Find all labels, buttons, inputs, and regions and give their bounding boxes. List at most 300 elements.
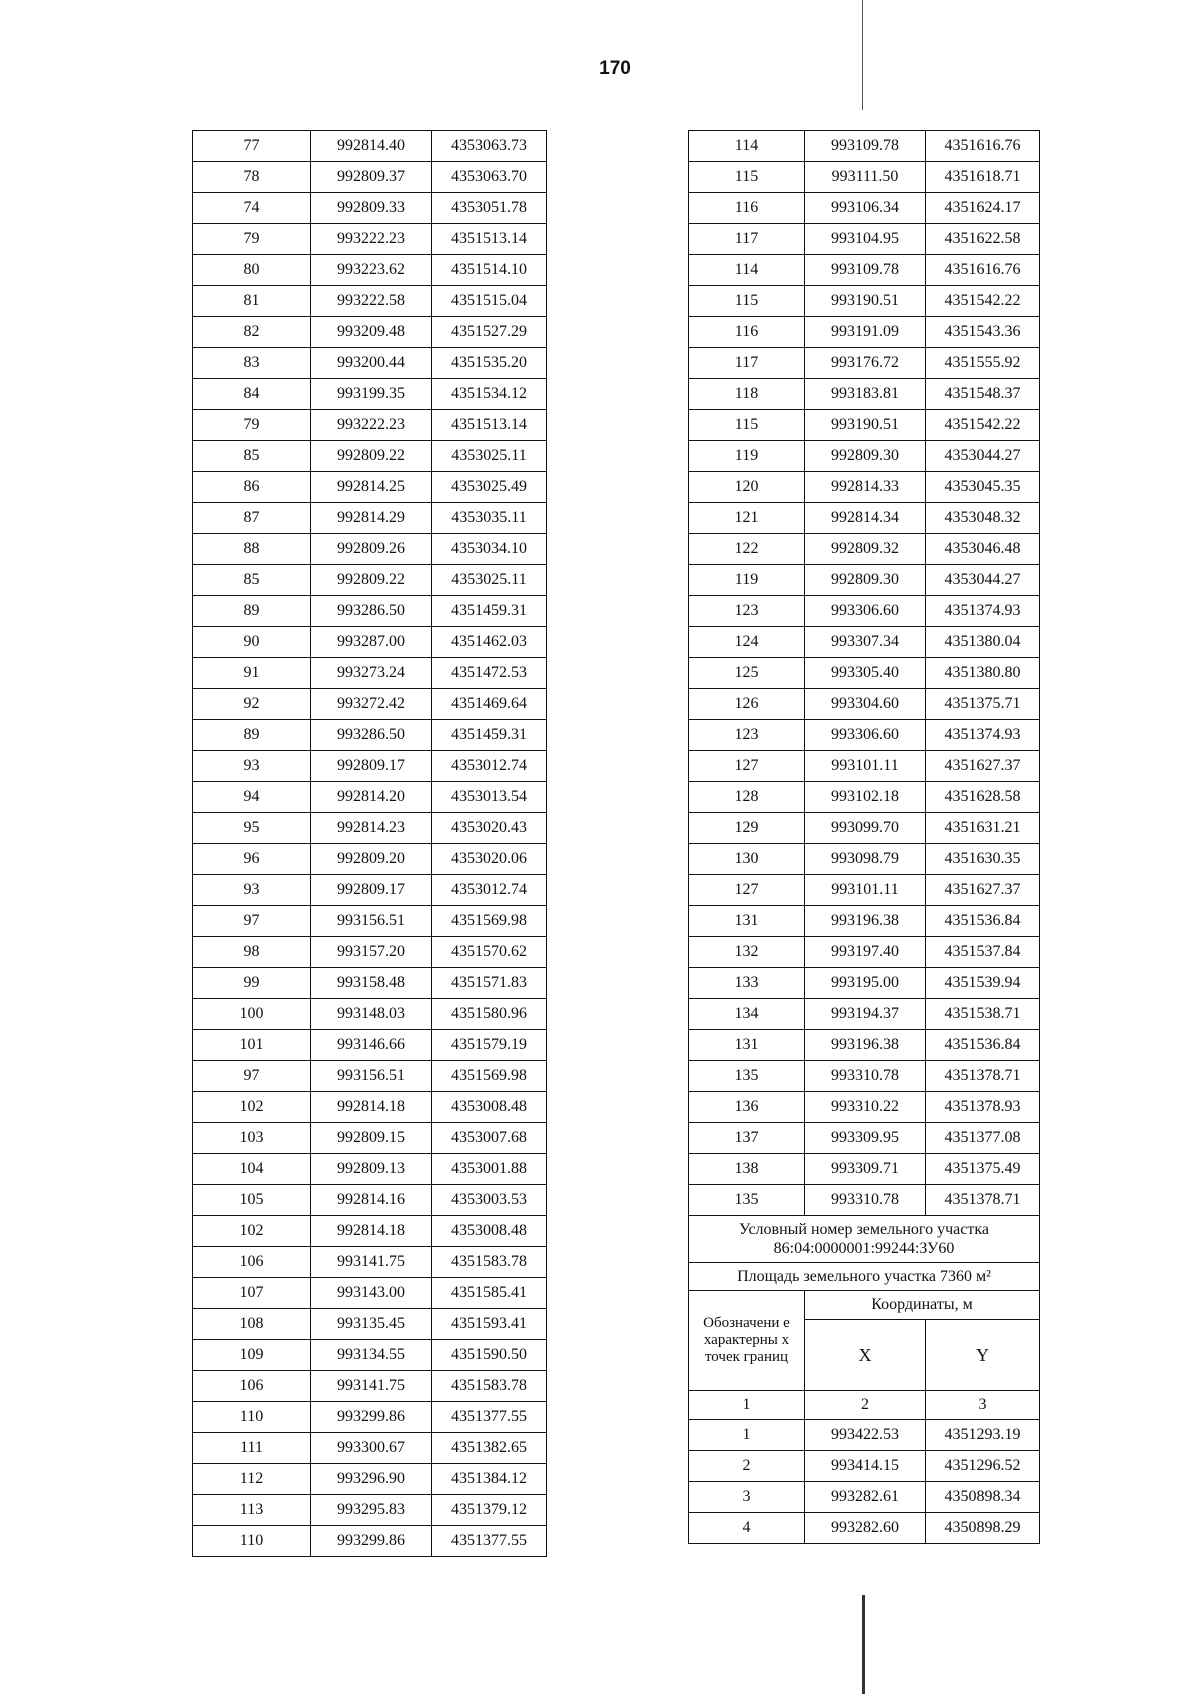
- table-row: [689, 1185, 1040, 1216]
- y-coordinate-cell: 4351543.36: [926, 317, 1040, 348]
- y-coordinate-cell: 4351585.41: [432, 1278, 547, 1309]
- x-coordinate-cell: 993195.00: [805, 968, 926, 999]
- y-coordinate-cell: 4351384.12: [432, 1464, 547, 1495]
- y-coordinate-cell: 4351379.12: [432, 1495, 547, 1526]
- x-coordinate-cell: 993309.95: [805, 1123, 926, 1154]
- point-number-cell: 89: [193, 596, 311, 627]
- point-number-cell: 88: [193, 534, 311, 565]
- point-number-cell: 85: [193, 565, 311, 596]
- point-number-cell: 104: [193, 1154, 311, 1185]
- x-coordinate-cell: 993191.09: [805, 317, 926, 348]
- table-row: [193, 286, 547, 317]
- y-coordinate-cell: 4353046.48: [926, 534, 1040, 565]
- y-coordinate-cell: 4351293.19: [926, 1420, 1040, 1451]
- table-row: [689, 410, 1040, 441]
- y-coordinate-cell: 4353035.11: [432, 503, 547, 534]
- table-row: [193, 1247, 547, 1278]
- x-coordinate-cell: 993272.42: [311, 689, 432, 720]
- point-number-cell: 83: [193, 348, 311, 379]
- x-coordinate-cell: 993199.35: [311, 379, 432, 410]
- table-row: [193, 782, 547, 813]
- x-coordinate-cell: 993287.00: [311, 627, 432, 658]
- point-number-cell: 92: [193, 689, 311, 720]
- x-coordinate-cell: 992809.22: [311, 441, 432, 472]
- y-coordinate-cell: 4353007.68: [432, 1123, 547, 1154]
- parcel-table-row: [689, 1482, 1040, 1513]
- point-number-cell: 103: [193, 1123, 311, 1154]
- x-coordinate-cell: 993306.60: [805, 596, 926, 627]
- y-coordinate-cell: 4353008.48: [432, 1092, 547, 1123]
- y-coordinate-cell: 4351377.08: [926, 1123, 1040, 1154]
- table-row: [689, 224, 1040, 255]
- x-coordinate-cell: 993310.78: [805, 1061, 926, 1092]
- y-coordinate-cell: 4351542.22: [926, 286, 1040, 317]
- points-header: Обозначени е характерны х точек границ: [689, 1291, 805, 1391]
- y-coordinate-cell: 4351469.64: [432, 689, 547, 720]
- x-coordinate-cell: 993135.45: [311, 1309, 432, 1340]
- y-coordinate-cell: 4353045.35: [926, 472, 1040, 503]
- y-coordinate-cell: 4351593.41: [432, 1309, 547, 1340]
- x-coordinate-cell: 993141.75: [311, 1371, 432, 1402]
- point-number-cell: 102: [193, 1092, 311, 1123]
- x-coordinate-cell: 992814.34: [805, 503, 926, 534]
- column-number-row: [689, 1391, 1040, 1420]
- x-coordinate-cell: 993143.00: [311, 1278, 432, 1309]
- table-row: [193, 844, 547, 875]
- point-number-cell: 128: [689, 782, 805, 813]
- y-coordinate-cell: 4351378.93: [926, 1092, 1040, 1123]
- table-row: [689, 503, 1040, 534]
- x-coordinate-cell: 993309.71: [805, 1154, 926, 1185]
- point-number-cell: 98: [193, 937, 311, 968]
- x-coordinate-cell: 992809.30: [805, 565, 926, 596]
- y-coordinate-cell: 4353063.70: [432, 162, 547, 193]
- table-row: [193, 441, 547, 472]
- point-number-cell: 116: [689, 193, 805, 224]
- y-coordinate-cell: 4351622.58: [926, 224, 1040, 255]
- y-coordinate-cell: 4351631.21: [926, 813, 1040, 844]
- x-coordinate-cell: 993273.24: [311, 658, 432, 689]
- x-coordinate-cell: 992814.16: [311, 1185, 432, 1216]
- y-coordinate-cell: 4351580.96: [432, 999, 547, 1030]
- x-coordinate-cell: 993304.60: [805, 689, 926, 720]
- y-coordinate-cell: 4351628.58: [926, 782, 1040, 813]
- x-coordinate-cell: 993306.60: [805, 720, 926, 751]
- table-row: [689, 689, 1040, 720]
- point-number-cell: 115: [689, 162, 805, 193]
- y-coordinate-cell: 4351527.29: [432, 317, 547, 348]
- table-row: [193, 410, 547, 441]
- y-coordinate-cell: 4353001.88: [432, 1154, 547, 1185]
- y-coordinate-cell: 4351515.04: [432, 286, 547, 317]
- table-row: [689, 348, 1040, 379]
- x-coordinate-cell: 992809.20: [311, 844, 432, 875]
- y-coordinate-cell: 4351616.76: [926, 131, 1040, 162]
- table-row: [689, 162, 1040, 193]
- x-coordinate-cell: 992809.22: [311, 565, 432, 596]
- point-number-cell: 94: [193, 782, 311, 813]
- table-row: [193, 1092, 547, 1123]
- table-row: [193, 534, 547, 565]
- parcel-number: [689, 1216, 1040, 1263]
- point-number-cell: 106: [193, 1371, 311, 1402]
- point-number-cell: 91: [193, 658, 311, 689]
- y-coordinate-cell: 4353025.11: [432, 565, 547, 596]
- fold-line-top: [862, 0, 863, 110]
- y-coordinate-cell: 4351382.65: [432, 1433, 547, 1464]
- point-number-cell: 125: [689, 658, 805, 689]
- y-coordinate-cell: 4351536.84: [926, 1030, 1040, 1061]
- y-coordinate-cell: 4351539.94: [926, 968, 1040, 999]
- x-coordinate-cell: 993134.55: [311, 1340, 432, 1371]
- point-number-cell: 130: [689, 844, 805, 875]
- point-number-cell: 79: [193, 224, 311, 255]
- y-coordinate-cell: 4351374.93: [926, 720, 1040, 751]
- table-row: [193, 1340, 547, 1371]
- point-number-cell: 113: [193, 1495, 311, 1526]
- x-coordinate-cell: 993200.44: [311, 348, 432, 379]
- x-coordinate-cell: 993414.15: [805, 1451, 926, 1482]
- y-coordinate-cell: 4351548.37: [926, 379, 1040, 410]
- y-coordinate-cell: 4351542.22: [926, 410, 1040, 441]
- table-row: [689, 131, 1040, 162]
- table-row: [689, 937, 1040, 968]
- y-coordinate-cell: 4351537.84: [926, 937, 1040, 968]
- y-coordinate-cell: 4351514.10: [432, 255, 547, 286]
- table-row: [689, 906, 1040, 937]
- point-number-cell: 124: [689, 627, 805, 658]
- table-row: [689, 472, 1040, 503]
- x-coordinate-cell: 993146.66: [311, 1030, 432, 1061]
- point-number-cell: 4: [689, 1513, 805, 1544]
- y-coordinate-cell: 4353025.11: [432, 441, 547, 472]
- point-number-cell: 121: [689, 503, 805, 534]
- x-coordinate-cell: 993148.03: [311, 999, 432, 1030]
- y-coordinate-cell: 4351459.31: [432, 596, 547, 627]
- page-number: 170: [599, 58, 631, 79]
- point-number-cell: 110: [193, 1526, 311, 1557]
- point-number-cell: 127: [689, 875, 805, 906]
- table-row: [689, 875, 1040, 906]
- table-row: [193, 1526, 547, 1557]
- point-number-cell: 138: [689, 1154, 805, 1185]
- x-coordinate-cell: 993296.90: [311, 1464, 432, 1495]
- y-coordinate-cell: 4351513.14: [432, 410, 547, 441]
- table-row: [193, 1216, 547, 1247]
- y-coordinate-cell: 4353034.10: [432, 534, 547, 565]
- x-coordinate-cell: 993196.38: [805, 1030, 926, 1061]
- x-coordinate-cell: 993099.70: [805, 813, 926, 844]
- point-number-cell: 106: [193, 1247, 311, 1278]
- x-coordinate-cell: 992809.37: [311, 162, 432, 193]
- point-number-cell: 79: [193, 410, 311, 441]
- parcel-number-value: 86:04:0000001:99244:ЗУ60: [773, 1240, 955, 1257]
- x-coordinate-cell: 992814.29: [311, 503, 432, 534]
- x-coordinate-cell: 993305.40: [805, 658, 926, 689]
- table-row: [193, 627, 547, 658]
- point-number-cell: 108: [193, 1309, 311, 1340]
- x-coordinate-cell: 993299.86: [311, 1402, 432, 1433]
- x-coordinate-cell: 993299.86: [311, 1526, 432, 1557]
- x-coordinate-cell: 993183.81: [805, 379, 926, 410]
- x-coordinate-cell: 993102.18: [805, 782, 926, 813]
- y-coordinate-cell: 4351296.52: [926, 1451, 1040, 1482]
- point-number-cell: 100: [193, 999, 311, 1030]
- x-coordinate-cell: 992809.17: [311, 875, 432, 906]
- table-row: [193, 689, 547, 720]
- table-row: [193, 1433, 547, 1464]
- point-number-cell: 107: [193, 1278, 311, 1309]
- table-row: [193, 1464, 547, 1495]
- y-coordinate-cell: 4351462.03: [432, 627, 547, 658]
- table-row: [193, 999, 547, 1030]
- point-number-cell: 136: [689, 1092, 805, 1123]
- header-row-1: [689, 1291, 1040, 1320]
- x-coordinate-cell: 992809.17: [311, 751, 432, 782]
- table-row: [193, 751, 547, 782]
- table-row: [193, 1495, 547, 1526]
- point-number-cell: 132: [689, 937, 805, 968]
- y-coordinate-cell: 4353003.53: [432, 1185, 547, 1216]
- column-number-1: 1: [689, 1391, 805, 1420]
- point-number-cell: 127: [689, 751, 805, 782]
- point-number-cell: 97: [193, 1061, 311, 1092]
- point-number-cell: 85: [193, 441, 311, 472]
- y-coordinate-cell: 4351375.71: [926, 689, 1040, 720]
- point-number-cell: 97: [193, 906, 311, 937]
- x-coordinate-cell: 992809.33: [311, 193, 432, 224]
- coordinates-table-right: [688, 130, 1040, 1544]
- x-coordinate-cell: 993222.23: [311, 410, 432, 441]
- y-coordinate-cell: 4351627.37: [926, 751, 1040, 782]
- y-coordinate-cell: 4351583.78: [432, 1247, 547, 1278]
- point-number-cell: 110: [193, 1402, 311, 1433]
- point-number-cell: 3: [689, 1482, 805, 1513]
- point-number-cell: 96: [193, 844, 311, 875]
- y-coordinate-cell: 4353044.27: [926, 441, 1040, 472]
- y-coordinate-cell: 4351472.53: [432, 658, 547, 689]
- y-coordinate-cell: 4351569.98: [432, 906, 547, 937]
- table-row: [689, 782, 1040, 813]
- parcel-area: Площадь земельного участка 7360 м²: [689, 1263, 1040, 1291]
- point-number-cell: 1: [689, 1420, 805, 1451]
- table-row: [193, 255, 547, 286]
- point-number-cell: 123: [689, 720, 805, 751]
- y-coordinate-cell: 4351380.80: [926, 658, 1040, 689]
- y-coordinate-cell: 4351627.37: [926, 875, 1040, 906]
- y-coordinate-cell: 4353051.78: [432, 193, 547, 224]
- x-coordinate-cell: 993156.51: [311, 1061, 432, 1092]
- x-coordinate-cell: 992809.32: [805, 534, 926, 565]
- table-row: [193, 503, 547, 534]
- x-coordinate-cell: 993310.78: [805, 1185, 926, 1216]
- x-coordinate-cell: 993109.78: [805, 255, 926, 286]
- table-row: [689, 751, 1040, 782]
- table-row: [193, 1030, 547, 1061]
- table-row: [193, 658, 547, 689]
- table-row: [689, 1123, 1040, 1154]
- x-coordinate-cell: 993176.72: [805, 348, 926, 379]
- y-coordinate-cell: 4351377.55: [432, 1526, 547, 1557]
- point-number-cell: 74: [193, 193, 311, 224]
- table-row: [193, 472, 547, 503]
- y-coordinate-cell: 4351513.14: [432, 224, 547, 255]
- x-coordinate-cell: 993222.58: [311, 286, 432, 317]
- y-coordinate-cell: 4351570.62: [432, 937, 547, 968]
- point-number-cell: 93: [193, 751, 311, 782]
- point-number-cell: 115: [689, 286, 805, 317]
- table-row: [689, 317, 1040, 348]
- x-coordinate-cell: 992809.13: [311, 1154, 432, 1185]
- point-number-cell: 126: [689, 689, 805, 720]
- table-row: [689, 999, 1040, 1030]
- parcel-number-row: [689, 1216, 1040, 1263]
- x-coordinate-cell: 992814.20: [311, 782, 432, 813]
- y-header: Y: [926, 1320, 1040, 1391]
- y-coordinate-cell: 4351583.78: [432, 1371, 547, 1402]
- point-number-cell: 77: [193, 131, 311, 162]
- x-coordinate-cell: 992814.40: [311, 131, 432, 162]
- parcel-table-row: [689, 1513, 1040, 1544]
- table-row: [689, 720, 1040, 751]
- x-coordinate-cell: 993286.50: [311, 596, 432, 627]
- point-number-cell: 93: [193, 875, 311, 906]
- x-coordinate-cell: 992814.33: [805, 472, 926, 503]
- table-row: [193, 1185, 547, 1216]
- table-row: [689, 379, 1040, 410]
- table-row: [689, 441, 1040, 472]
- table-row: [689, 255, 1040, 286]
- point-number-cell: 116: [689, 317, 805, 348]
- x-coordinate-cell: 993190.51: [805, 410, 926, 441]
- y-coordinate-cell: 4351618.71: [926, 162, 1040, 193]
- point-number-cell: 117: [689, 224, 805, 255]
- point-number-cell: 112: [193, 1464, 311, 1495]
- point-number-cell: 111: [193, 1433, 311, 1464]
- x-coordinate-cell: 993104.95: [805, 224, 926, 255]
- y-coordinate-cell: 4353008.48: [432, 1216, 547, 1247]
- x-coordinate-cell: 993286.50: [311, 720, 432, 751]
- y-coordinate-cell: 4351380.04: [926, 627, 1040, 658]
- x-coordinate-cell: 992809.15: [311, 1123, 432, 1154]
- table-row: [689, 534, 1040, 565]
- column-number-2: 2: [805, 1391, 926, 1420]
- y-coordinate-cell: 4353063.73: [432, 131, 547, 162]
- x-coordinate-cell: 993196.38: [805, 906, 926, 937]
- table-row: [689, 193, 1040, 224]
- point-number-cell: 90: [193, 627, 311, 658]
- y-coordinate-cell: 4351459.31: [432, 720, 547, 751]
- y-coordinate-cell: 4350898.29: [926, 1513, 1040, 1544]
- point-number-cell: 87: [193, 503, 311, 534]
- parcel-table-row: [689, 1451, 1040, 1482]
- table-row: [193, 379, 547, 410]
- x-coordinate-cell: 993307.34: [805, 627, 926, 658]
- table-row: [689, 565, 1040, 596]
- point-number-cell: 95: [193, 813, 311, 844]
- x-coordinate-cell: 993141.75: [311, 1247, 432, 1278]
- point-number-cell: 81: [193, 286, 311, 317]
- y-coordinate-cell: 4351630.35: [926, 844, 1040, 875]
- y-coordinate-cell: 4351555.92: [926, 348, 1040, 379]
- point-number-cell: 105: [193, 1185, 311, 1216]
- table-row: [689, 813, 1040, 844]
- y-coordinate-cell: 4351624.17: [926, 193, 1040, 224]
- x-coordinate-cell: 992809.26: [311, 534, 432, 565]
- point-number-cell: 114: [689, 131, 805, 162]
- y-coordinate-cell: 4351538.71: [926, 999, 1040, 1030]
- point-number-cell: 117: [689, 348, 805, 379]
- point-number-cell: 135: [689, 1061, 805, 1092]
- table-row: [193, 1309, 547, 1340]
- table-row: [193, 1154, 547, 1185]
- y-coordinate-cell: 4351377.55: [432, 1402, 547, 1433]
- point-number-cell: 86: [193, 472, 311, 503]
- point-number-cell: 118: [689, 379, 805, 410]
- x-coordinate-cell: 993098.79: [805, 844, 926, 875]
- y-coordinate-cell: 4351571.83: [432, 968, 547, 999]
- y-coordinate-cell: 4353048.32: [926, 503, 1040, 534]
- x-coordinate-cell: 993222.23: [311, 224, 432, 255]
- y-coordinate-cell: 4353020.43: [432, 813, 547, 844]
- y-coordinate-cell: 4351536.84: [926, 906, 1040, 937]
- point-number-cell: 89: [193, 720, 311, 751]
- y-coordinate-cell: 4353013.54: [432, 782, 547, 813]
- x-coordinate-cell: 993422.53: [805, 1420, 926, 1451]
- table-row: [689, 1154, 1040, 1185]
- table-row: [193, 131, 547, 162]
- table-row: [689, 968, 1040, 999]
- coordinates-table-left: [192, 130, 547, 1557]
- table-row: [689, 627, 1040, 658]
- x-coordinate-cell: 992814.18: [311, 1216, 432, 1247]
- x-coordinate-cell: 992814.23: [311, 813, 432, 844]
- table-row: [193, 1278, 547, 1309]
- table-row: [193, 162, 547, 193]
- table-row: [193, 1061, 547, 1092]
- x-coordinate-cell: 993223.62: [311, 255, 432, 286]
- point-number-cell: 82: [193, 317, 311, 348]
- point-number-cell: 131: [689, 906, 805, 937]
- parcel-area-row: [689, 1263, 1040, 1291]
- x-coordinate-cell: 992814.25: [311, 472, 432, 503]
- x-coordinate-cell: 993101.11: [805, 751, 926, 782]
- x-coordinate-cell: 993310.22: [805, 1092, 926, 1123]
- y-coordinate-cell: 4351378.71: [926, 1061, 1040, 1092]
- table-row: [193, 596, 547, 627]
- point-number-cell: 109: [193, 1340, 311, 1371]
- x-coordinate-cell: 993295.83: [311, 1495, 432, 1526]
- table-row: [689, 844, 1040, 875]
- x-coordinate-cell: 992809.30: [805, 441, 926, 472]
- point-number-cell: 137: [689, 1123, 805, 1154]
- x-coordinate-cell: 993194.37: [805, 999, 926, 1030]
- y-coordinate-cell: 4351590.50: [432, 1340, 547, 1371]
- coords-header: Координаты, м: [805, 1291, 1040, 1320]
- y-coordinate-cell: 4351569.98: [432, 1061, 547, 1092]
- column-number-3: 3: [926, 1391, 1040, 1420]
- x-coordinate-cell: 993109.78: [805, 131, 926, 162]
- y-coordinate-cell: 4351534.12: [432, 379, 547, 410]
- point-number-cell: 129: [689, 813, 805, 844]
- y-coordinate-cell: 4351375.49: [926, 1154, 1040, 1185]
- table-row: [689, 596, 1040, 627]
- table-row: [193, 565, 547, 596]
- x-coordinate-cell: 993106.34: [805, 193, 926, 224]
- y-coordinate-cell: 4353012.74: [432, 751, 547, 782]
- table-row: [689, 1092, 1040, 1123]
- table-row: [193, 224, 547, 255]
